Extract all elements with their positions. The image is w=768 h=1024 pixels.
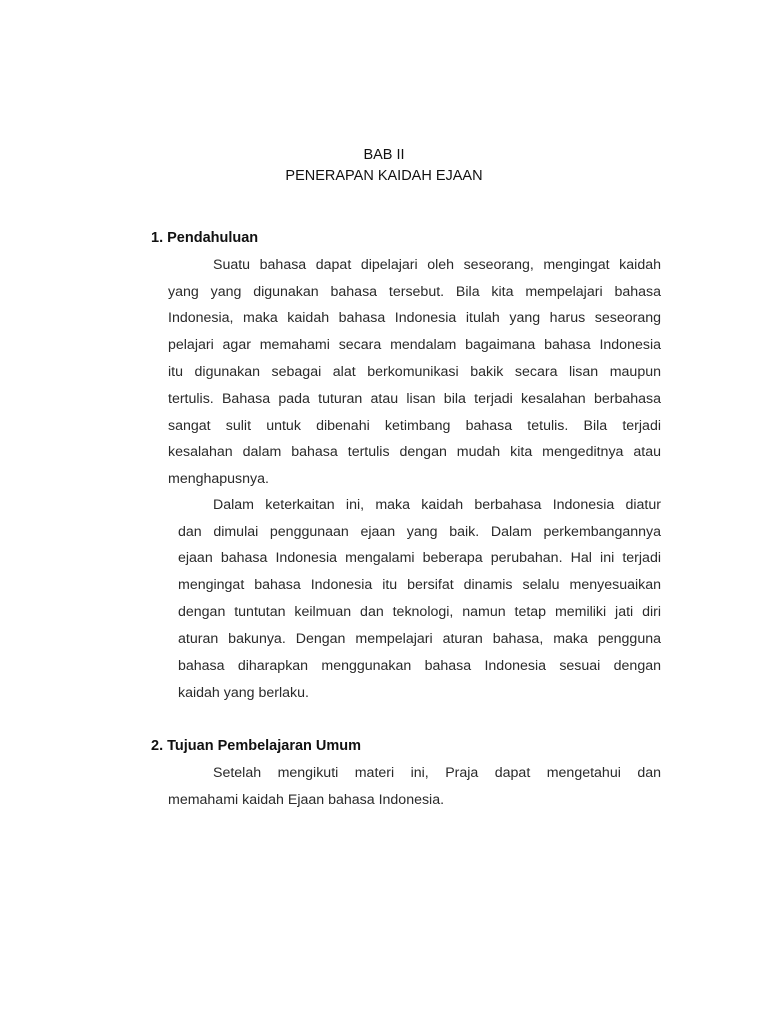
paragraph-line: sangat sulit untuk dibenahi ketimbang bahasa tetulis. Bila terjadi	[168, 418, 661, 434]
paragraph-line: itu digunakan sebagai alat berkomunikasi bakik secara lisan maupun	[168, 364, 661, 380]
chapter-title: PENERAPAN KAIDAH EJAAN	[285, 168, 483, 184]
paragraph-line: memahami kaidah Ejaan bahasa Indonesia.	[168, 792, 445, 808]
paragraph-line: Suatu bahasa dapat dipelajari oleh seseorang, mengingat kaidah	[213, 257, 661, 273]
paragraph-line: aturan bakunya. Dengan mempelajari aturan bahasa, maka pengguna	[178, 631, 661, 647]
paragraph-line: pelajari agar memahami secara mendalam bagaimana bahasa Indonesia	[168, 337, 661, 353]
paragraph-line: Indonesia, maka kaidah bahasa Indonesia itulah yang harus seseorang	[168, 310, 661, 326]
paragraph-line: dengan tuntutan keilmuan dan teknologi, namun tetap memiliki jati diri	[178, 604, 661, 620]
section-heading-tujuan: 2. Tujuan Pembelajaran Umum	[151, 738, 362, 754]
paragraph-line: yang yang digunakan bahasa tersebut. Bila kita mempelajari bahasa	[168, 284, 661, 300]
paragraph-line: bahasa diharapkan menggunakan bahasa Indonesia sesuai dengan	[178, 658, 661, 674]
paragraph-line: tertulis. Bahasa pada tuturan atau lisan bila terjadi kesalahan berbahasa	[168, 391, 661, 407]
paragraph-line: dan dimulai penggunaan ejaan yang baik. Dalam perkembangannya	[178, 524, 661, 540]
section-heading-pendahuluan: 1. Pendahuluan	[151, 230, 259, 246]
paragraph-line: Dalam keterkaitan ini, maka kaidah berbahasa Indonesia diatur	[213, 497, 661, 513]
paragraph-line: Setelah mengikuti materi ini, Praja dapat mengetahui dan	[213, 765, 661, 781]
paragraph-line: kaidah yang berlaku.	[178, 685, 309, 701]
paragraph-line: mengingat bahasa Indonesia itu bersifat dinamis selalu menyesuaikan	[178, 577, 661, 593]
chapter-number: BAB II	[363, 147, 405, 163]
paragraph-line: menghapusnya.	[168, 471, 269, 487]
paragraph-line: kesalahan dalam bahasa tertulis dengan mudah kita mengeditnya atau	[168, 444, 661, 460]
paragraph-line: ejaan bahasa Indonesia mengalami beberapa perubahan. Hal ini terjadi	[178, 550, 661, 566]
